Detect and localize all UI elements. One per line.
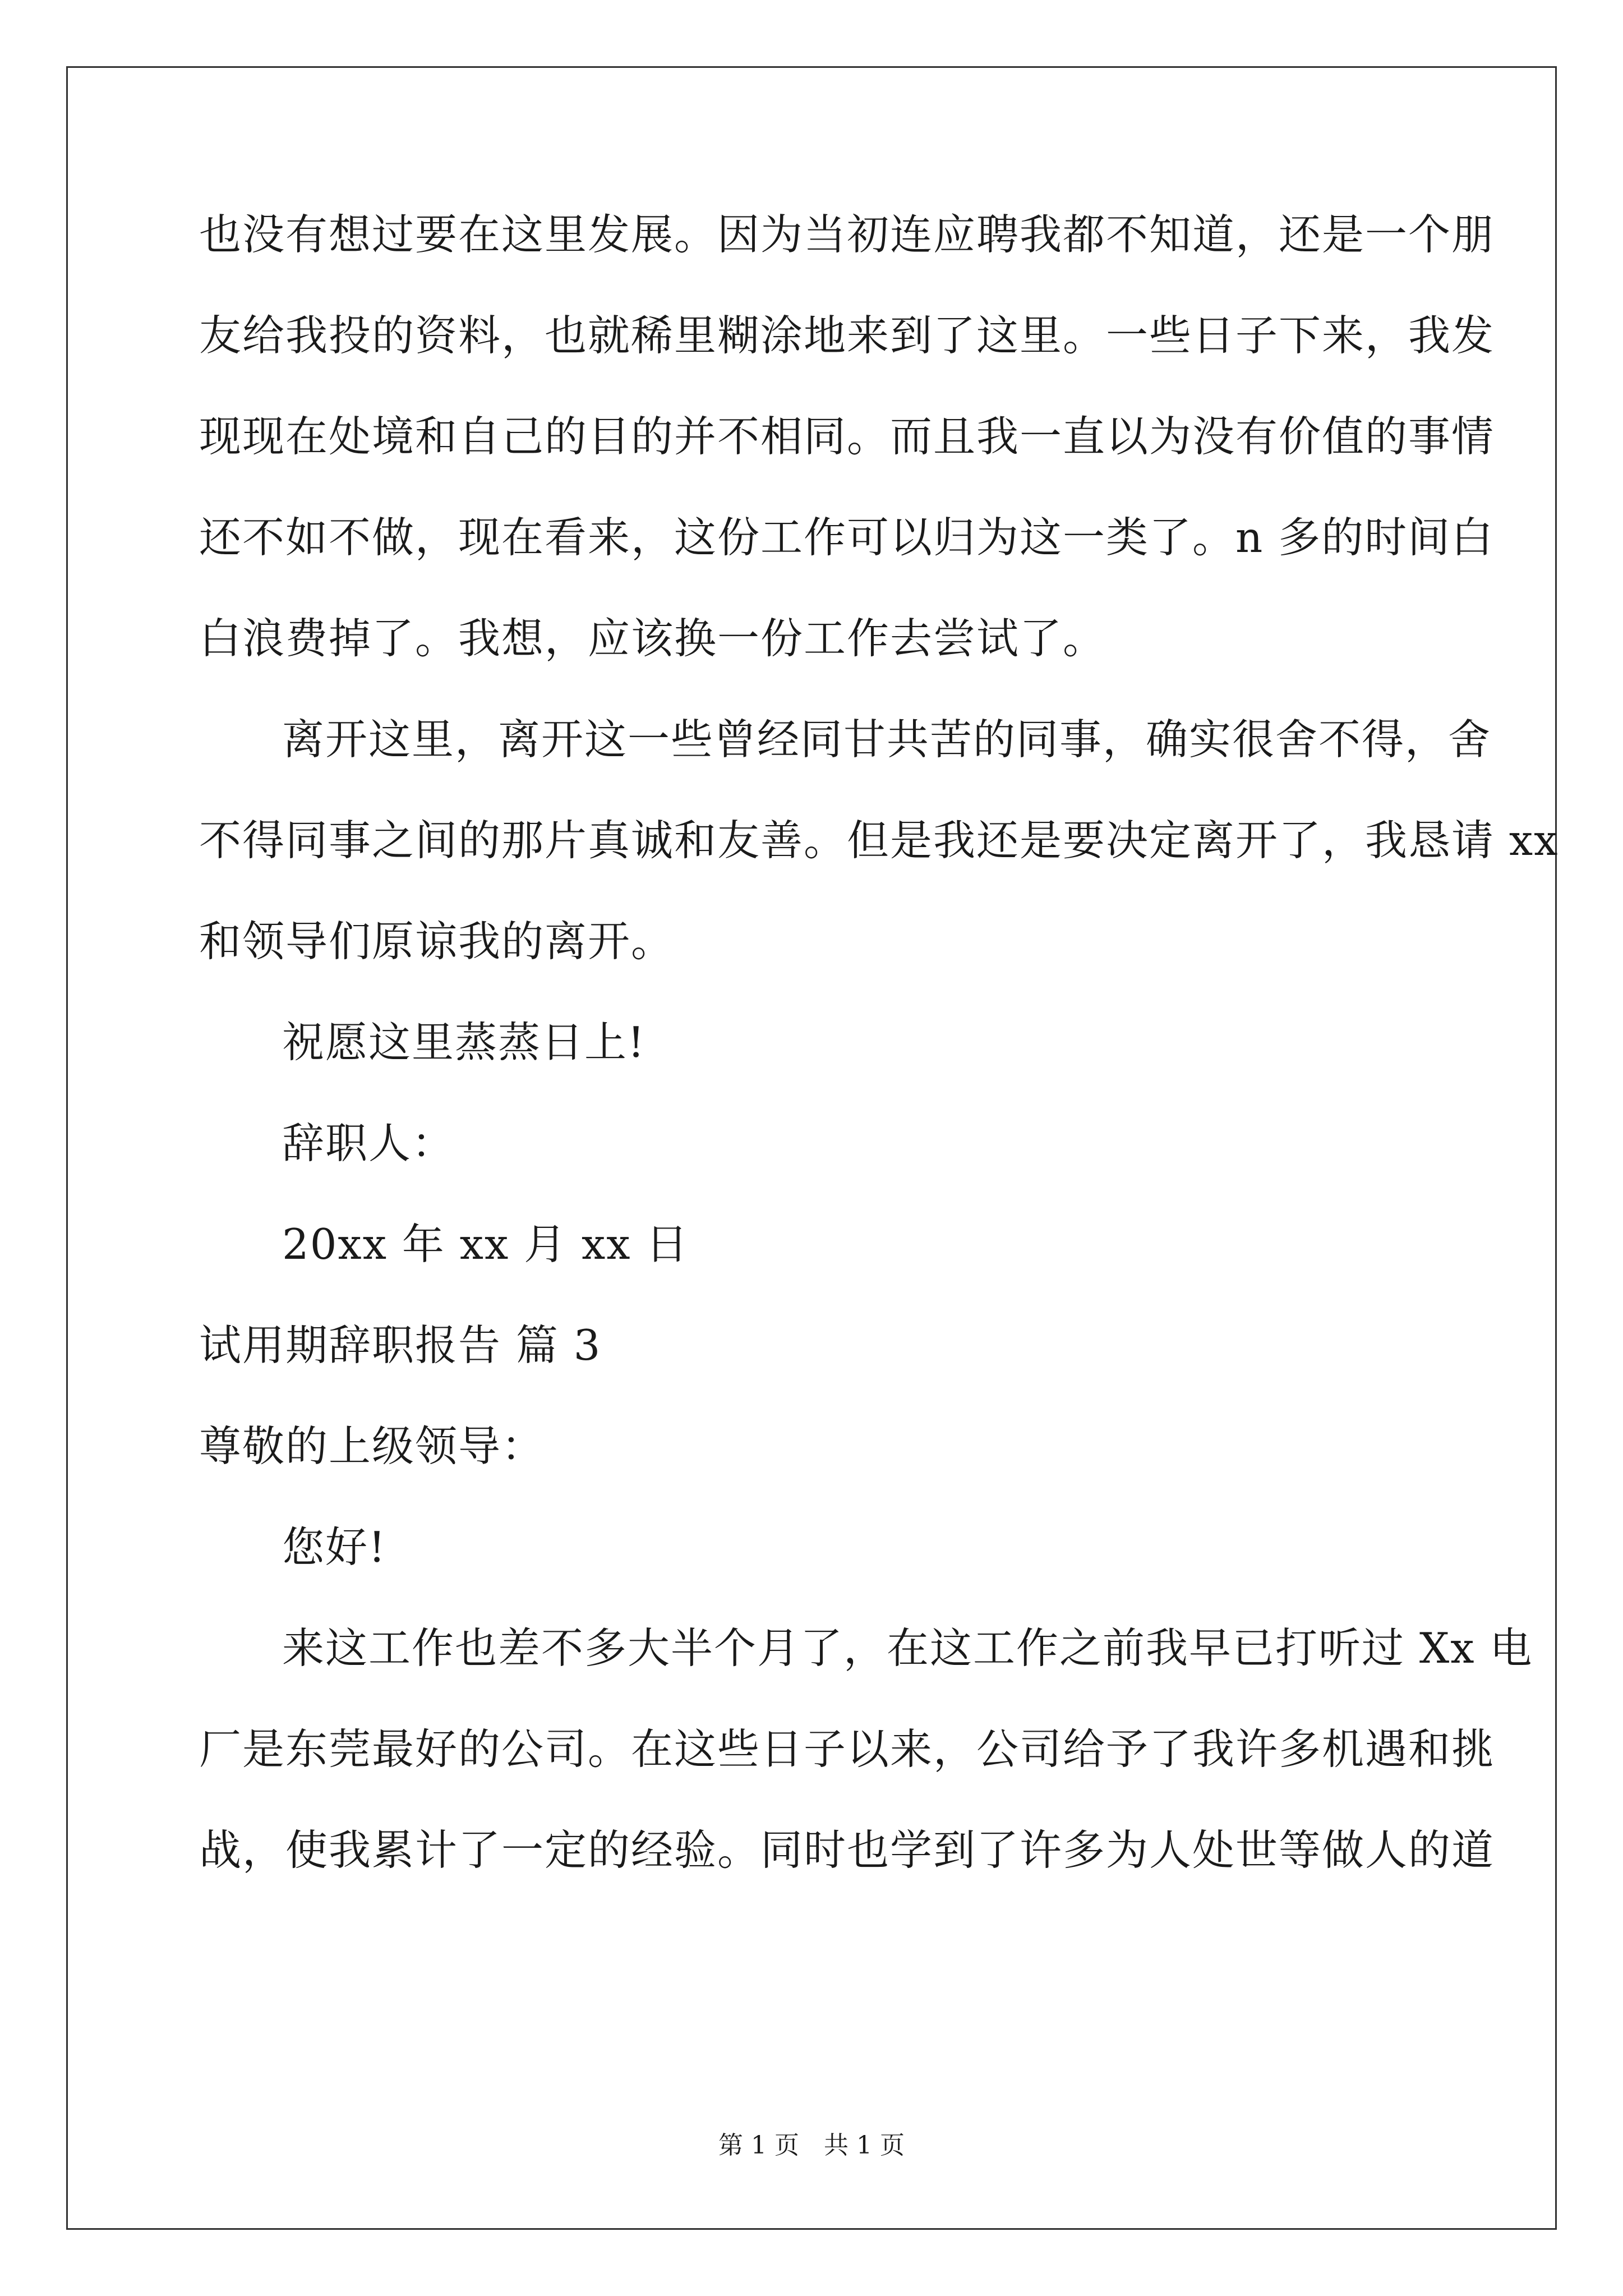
page-total: 共 1 页: [824, 2131, 905, 2160]
date-line: 20xx 年 xx 月 xx 日: [282, 1220, 689, 1269]
greeting: 您好!: [282, 1522, 387, 1572]
paragraph-line: 现现在处境和自己的目的并不相同。而且我一直以为没有价值的事情: [199, 412, 1495, 461]
section-heading: 试用期辞职报告 篇 3: [199, 1320, 602, 1370]
signature-label: 辞职人：: [282, 1119, 455, 1168]
page-footer: [0, 2129, 1623, 2162]
paragraph-line: 来这工作也差不多大半个月了，在这工作之前我早已打听过 Xx 电: [282, 1623, 1533, 1673]
closing-wish: 祝愿这里蒸蒸日上!: [282, 1018, 646, 1067]
salutation: 尊敬的上级领导：: [199, 1421, 545, 1471]
paragraph-line: 战，使我累计了一定的经验。同时也学到了许多为人处世等做人的道: [199, 1825, 1495, 1875]
paragraph-line: 不得同事之间的那片真诚和友善。但是我还是要决定离开了，我恳请 xx: [199, 816, 1559, 865]
paragraph-line: 也没有想过要在这里发展。因为当初连应聘我都不知道，还是一个朋: [199, 210, 1495, 259]
paragraph-line: 离开这里，离开这一些曾经同甘共苦的同事，确实很舍不得，舍: [282, 715, 1492, 764]
paragraph-line: 还不如不做，现在看来，这份工作可以归为这一类了。n 多的时间白: [199, 513, 1495, 562]
page-number: 第 1 页: [718, 2131, 799, 2160]
paragraph-line: 白浪费掉了。我想，应该换一份工作去尝试了。: [199, 614, 1106, 663]
paragraph-line: 厂是东莞最好的公司。在这些日子以来，公司给予了我许多机遇和挑: [199, 1724, 1495, 1774]
paragraph-line: 和领导们原谅我的离开。: [199, 917, 675, 966]
paragraph-line: 友给我投的资料，也就稀里糊涂地来到了这里。一些日子下来，我发: [199, 311, 1495, 360]
